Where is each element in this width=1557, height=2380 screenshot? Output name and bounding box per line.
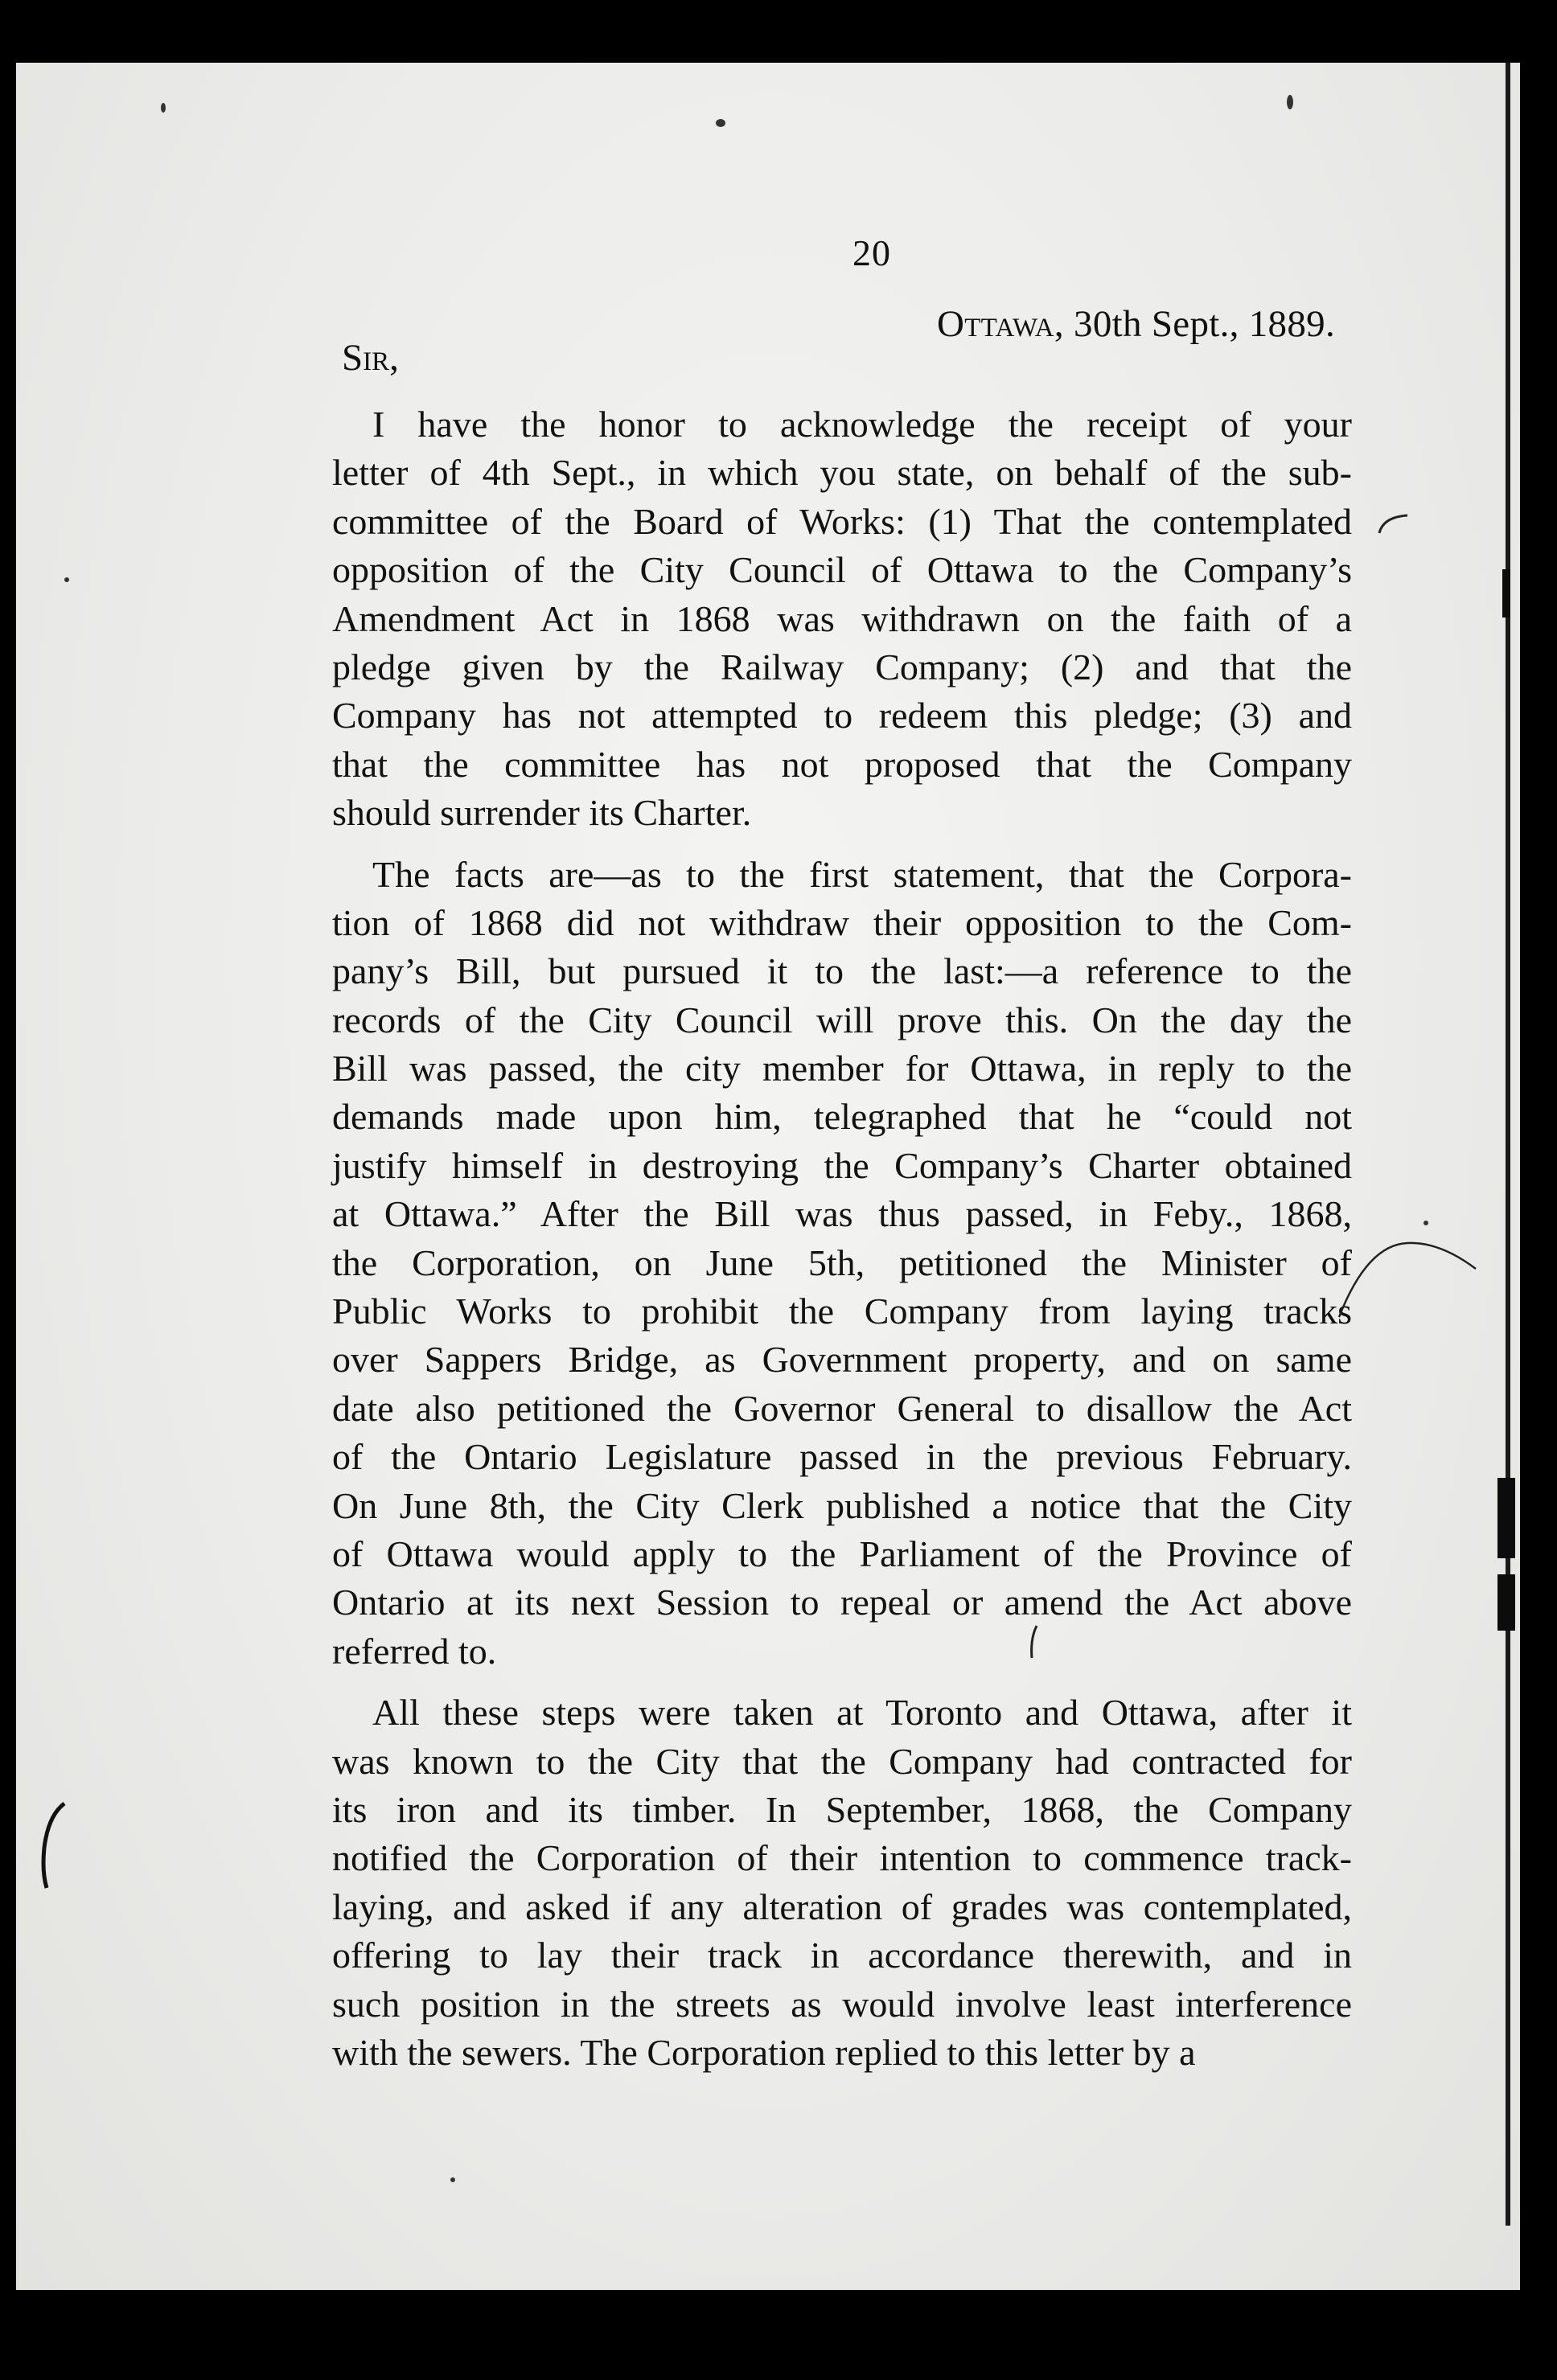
- scanned-page-frame: [0, 63, 1557, 2290]
- text-line: of Ottawa would apply to the Parliament of the Province of: [332, 1533, 1352, 1574]
- binding-mark: [1502, 569, 1510, 618]
- text-line: that the committee has not proposed that the Company: [332, 743, 1352, 785]
- text-line: pany’s Bill, but pursued it to the last:—a reference to the: [332, 950, 1352, 992]
- text-line: such position in the streets as would involve least interference: [332, 1983, 1352, 2025]
- scan-speck: [450, 2177, 455, 2182]
- text-line: with the sewers. The Corporation replied to this letter by a: [332, 2031, 1196, 2073]
- text-line: of the Ontario Legislature passed in the previous February.: [332, 1436, 1352, 1478]
- text-line: Amendment Act in 1868 was withdrawn on the faith of a: [332, 597, 1352, 639]
- text-line: demands made upon him, telegraphed that he “could not: [332, 1096, 1352, 1138]
- pen-mark-icon: [1335, 1229, 1480, 1325]
- scan-speck: [64, 577, 69, 582]
- binding-mark: [1497, 1478, 1515, 1558]
- page-edge-line: [1506, 63, 1510, 2226]
- binding-mark: [1497, 1574, 1515, 1631]
- scan-speck: [716, 119, 725, 127]
- pen-mark-icon: [1375, 509, 1423, 541]
- text-line: was known to the City that the Company had contracted for: [332, 1740, 1352, 1782]
- text-line: opposition of the City Council of Ottawa to the Company’s: [332, 549, 1352, 591]
- text-line: records of the City Council will prove this. On the day the: [332, 999, 1352, 1040]
- text-line: date also petitioned the Governor General to disallow the Act: [332, 1387, 1352, 1429]
- text-line: committee of the Board of Works: (1) That the contemplated: [332, 500, 1352, 542]
- paragraph: [332, 1689, 1352, 2077]
- text-line: offering to lay their track in accordance therewith, and in: [332, 1935, 1352, 1976]
- text-line: letter of 4th Sept., in which you state, on behalf of the sub-: [332, 452, 1352, 494]
- scan-speck: [1423, 1221, 1428, 1225]
- scan-speck: [161, 103, 166, 113]
- letter-body: [332, 400, 1352, 2077]
- text-line: Ontario at its next Session to repeal or amend the Act above: [332, 1582, 1352, 1623]
- text-line: All these steps were taken at Toronto and Ottawa, after it: [372, 1692, 1352, 1734]
- text-line: Public Works to prohibit the Company from laying tracks: [332, 1291, 1352, 1332]
- text-line: its iron and its timber. In September, 1868, the Company: [332, 1788, 1352, 1830]
- pen-mark-icon: [1025, 1623, 1041, 1663]
- pen-mark-icon: [32, 1799, 80, 1896]
- paragraph: [332, 400, 1352, 838]
- text-line: pledge given by the Railway Company; (2) and that the: [332, 646, 1352, 687]
- paragraph-gap: [332, 1676, 1352, 1689]
- text-line: at Ottawa.” After the Bill was thus passed, in Feby., 1868,: [332, 1193, 1352, 1235]
- document-page: [16, 63, 1520, 2290]
- text-line: I have the honor to acknowledge the receipt of your: [372, 404, 1352, 445]
- text-line: justify himself in destroying the Company’s Charter obtained: [332, 1144, 1352, 1186]
- text-line: notified the Corporation of their intention to commence track-: [332, 1837, 1352, 1879]
- dateline-date: 30th Sept., 1889.: [1074, 303, 1335, 345]
- text-line: over Sappers Bridge, as Government property, and on same: [332, 1339, 1352, 1381]
- dateline-separator: ,: [1054, 303, 1074, 345]
- paragraph: [332, 851, 1352, 1676]
- dateline-place: Ottawa: [936, 303, 1054, 345]
- scan-speck: [1287, 95, 1293, 109]
- text-line: Bill was passed, the city member for Ottawa, in reply to the: [332, 1048, 1352, 1089]
- paragraph-gap: [332, 838, 1352, 851]
- text-line: The facts are—as to the first statement, that the Corpora-: [372, 853, 1352, 895]
- page-number: 20: [852, 232, 891, 273]
- text-line: Company has not attempted to redeem this pledge; (3) and: [332, 695, 1352, 737]
- text-line: the Corporation, on June 5th, petitioned the Minister of: [332, 1241, 1352, 1283]
- text-line: laying, and asked if any alteration of grades was contemplated,: [332, 1886, 1352, 1927]
- text-line: On June 8th, the City Clerk published a notice that the City: [332, 1484, 1352, 1526]
- dateline: [937, 302, 1335, 346]
- text-line: referred to.: [332, 1630, 497, 1672]
- salutation: Sir,: [342, 337, 399, 379]
- text-line: should surrender its Charter.: [332, 792, 752, 834]
- text-line: tion of 1868 did not withdraw their opposition to the Com-: [332, 901, 1352, 943]
- paragraph-list: [332, 400, 1352, 2077]
